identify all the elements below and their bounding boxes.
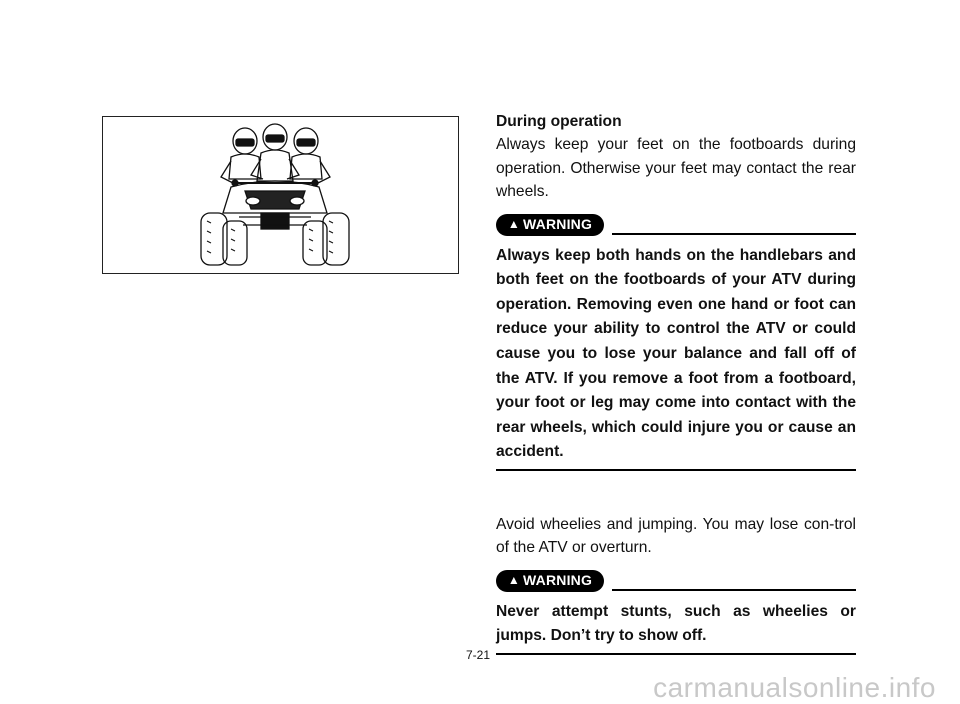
intro-paragraph: Always keep your feet on the footboards during operation. Otherwise your feet may contact the rear wheels. — [496, 136, 856, 201]
warning-header-2 — [496, 566, 856, 592]
warning-text-2: Never attempt stunts, such as wheelies or jumps. Don’t try to show off. — [496, 602, 856, 645]
warning-end-rule — [496, 653, 856, 655]
warning-badge — [496, 570, 604, 592]
warning-label: WARNING — [523, 572, 593, 589]
warning-header-1 — [496, 210, 856, 236]
page-number: 7-21 — [466, 648, 491, 662]
paragraph-2: Avoid wheelies and jumping. You may lose con-trol of the ATV or overturn. — [496, 515, 856, 557]
rider-left-helmet — [233, 128, 257, 154]
text-column — [496, 110, 856, 655]
watermark: carmanualsonline.info — [653, 672, 936, 703]
warning-rule — [612, 233, 856, 235]
warning-label: WARNING — [523, 215, 593, 232]
atv-riders-illustration — [103, 117, 458, 273]
warning-end-rule — [496, 469, 856, 471]
warning-rule — [612, 589, 856, 591]
section-heading: During operation — [496, 113, 622, 130]
warning-triangle-icon: ▲ — [507, 216, 520, 231]
warning-text-1: Always keep both hands on the handlebars and both feet on the footboards of your ATV during operation. Removing even one hand or foot can reduce your ability to control the ATV or could cause you to lose your balance and fall off of the ATV. If you remove a foot from a footboard, your foot or leg may come into contact with the rear wheels, which could injure you or cause an accident. — [496, 246, 856, 461]
illustration-frame — [102, 116, 459, 274]
rider-center-helmet — [263, 124, 287, 150]
warning-triangle-icon: ▲ — [507, 573, 520, 588]
rider-right-helmet — [294, 128, 318, 154]
warning-badge — [496, 214, 604, 236]
